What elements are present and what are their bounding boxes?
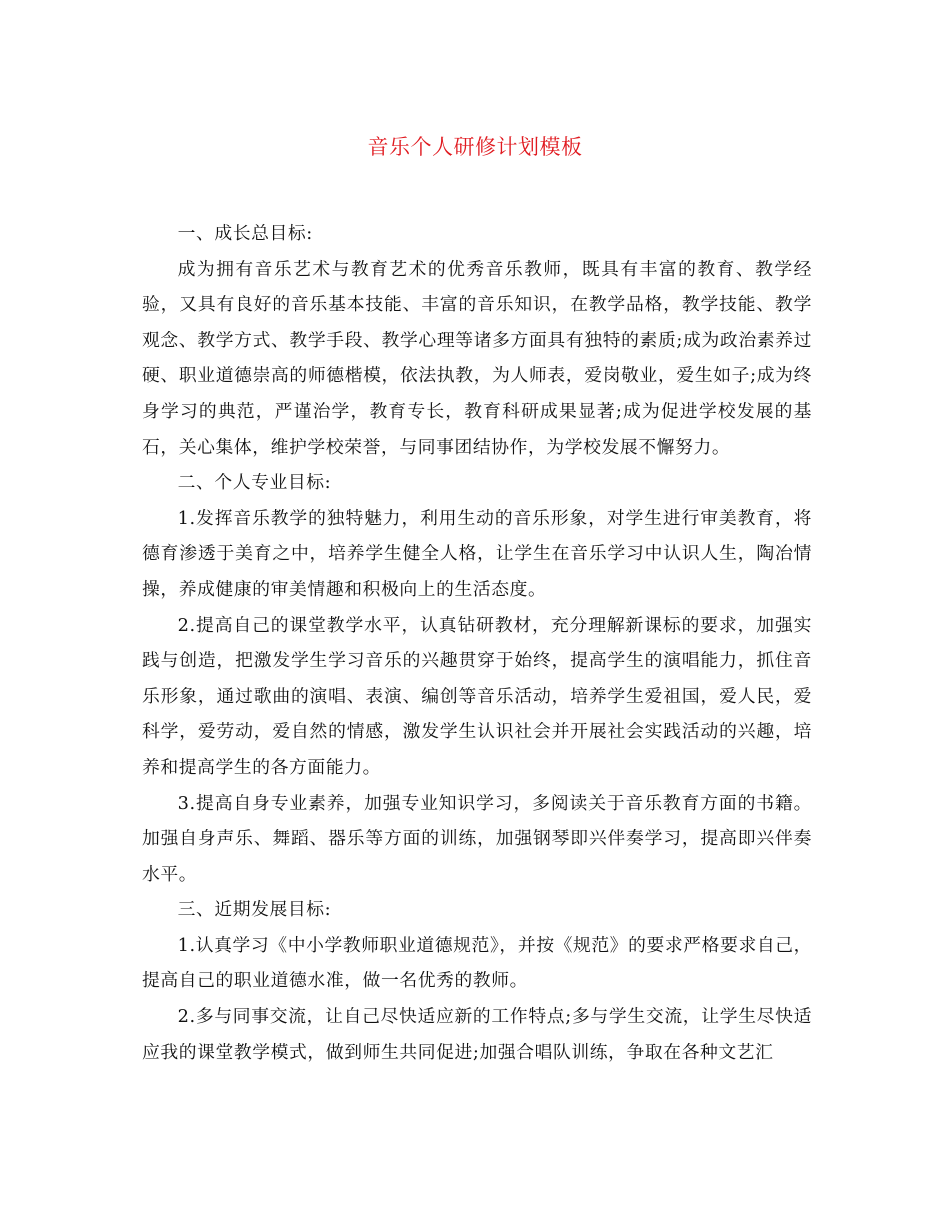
section-heading-professional-goal: 二、个人专业目标:: [177, 472, 332, 494]
paragraph-professional-goal-1: 1.发挥音乐教学的独特魅力，利用生动的音乐形象，对学生进行审美教育，将德育渗透于美育之中，培养学生健全人格，让学生在音乐学习中认识人生，陶冶情操，养成健康的审美情趣和积极向上的生活态度。: [142, 507, 812, 600]
paragraph-professional-goal-2: 2.提高自己的课堂教学水平，认真钻研教材，充分理解新课标的要求，加强实践与创造，把激发学生学习音乐的兴趣贯穿于始终，提高学生的演唱能力，抓住音乐形象，通过歌曲的演唱、表演、编创等音乐活动，培养学生爱祖国，爱人民，爱科学，爱劳动，爱自然的情感，激发学生认识社会并开展社会实践活动的兴趣，培养和提高学生的各方面能力。: [142, 614, 812, 778]
paragraph-growth-goal: 成为拥有音乐艺术与教育艺术的优秀音乐教师，既具有丰富的教育、教学经验，又具有良好的音乐基本技能、丰富的音乐知识，在教学品格，教学技能、教学观念、教学方式、教学手段、教学心理等诸多方面具有独特的素质;成为政治素养过硬、职业道德崇高的师德楷模，依法执教，为人师表，爱岗敬业，爱生如子;成为终身学习的典范，严谨治学，教育专长，教育科研成果显著;成为促进学校发展的基石，关心集体，维护学校荣誉，与同事团结协作，为学校发展不懈努力。: [142, 258, 812, 458]
paragraph-near-term-goal-2: 2.多与同事交流，让自己尽快适应新的工作特点;多与学生交流，让学生尽快适应我的课堂教学模式，做到师生共同促进;加强合唱队训练，争取在各种文艺汇: [142, 1006, 812, 1063]
section-heading-growth-goal: 一、成长总目标:: [177, 223, 313, 244]
document-body: [142, 216, 812, 1070]
paragraph-professional-goal-3: 3.提高自身专业素养，加强专业知识学习，多阅读关于音乐教育方面的书籍。加强自身声乐、舞蹈、器乐等方面的训练，加强钢琴即兴伴奏学习，提高即兴伴奏水平。: [142, 792, 812, 885]
document-title: 音乐个人研修计划模板: [367, 135, 583, 159]
section-heading-near-term-goal: 三、近期发展目标:: [177, 899, 332, 921]
paragraph-near-term-goal-1: 1.认真学习《中小学教师职业道德规范》，并按《规范》的要求严格要求自己，提高自己的职业道德水准，做一名优秀的教师。: [142, 934, 812, 992]
